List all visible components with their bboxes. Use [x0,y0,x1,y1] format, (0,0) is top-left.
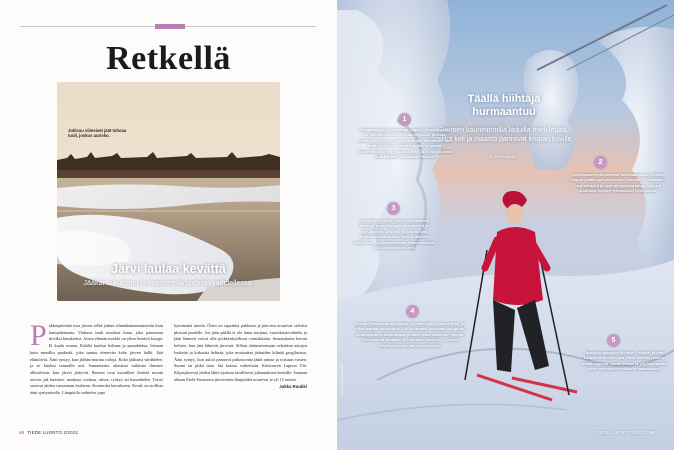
dropcap: P [30,319,47,352]
route-info-2: Kulkemaan myhekkeessä talvimaastossa Kiiltilan huippu ylittää hymysmellelle. Lumetta on riittävästi, isot vaihtelut ja ovat pohjoisella latuja. Vinkkiä suuntana myöten erinomaiset löytöpaikat. [570,172,666,194]
route-marker-5: 5 [607,334,620,347]
article-column-1-text: akkaspäivänä ison järven selkä jatkuu silmänkantamattomiin kuin lumipäärnaana. Viuhuva tuuli tasoittaa lunta, joka painautuu tiiviiksi kinokseksi. Ainoa elämän merkki on ylitse lentävä korppi. Ei kuulu muuta. Etäältä kuuluu kolinaa ja pamahtelua, hieman kuin metallin paukettä, joka tuntuu etenevän koko järven halki. Jäät elämöivät. Ääni syntyy, kun jäähän murtuu railoja. Koko jääkansi värähtelee, ja se kuuluu rannoille asti. Samantaista akustista tutkittua ilmenee allutalvisin, kun järvet jäätyvät. Ihmiset ovat kuvailleet ilmiötä monin tavoin: jää kumisee, maukuu, vonkuu, ulisee, ryskyy tai kumahtelee. Toiset sanovat jäiden suorastaan laulavan. Konserttia kerrakseen. Kevät on otollista ääni syntymiselle. Lämpötila vaihtelee jopa [30,323,164,396]
page-number: 58 [19,430,25,435]
page-number-right: 59 [649,430,655,435]
right-lede: Suomen kauneimmilla laduilla mieli lepää, vaikka keli ja maasto panisivat kropan koville. [432,127,574,143]
article-body [30,319,307,423]
right-title [454,93,554,118]
route-marker-4: 4 [406,305,419,318]
folio-right [596,430,655,435]
route-marker-2: 2 [594,156,607,169]
right-title-line1: Täällä hiihtäjä [467,93,541,105]
folio-left [19,430,78,435]
right-credit: Arja Kivipelto [489,155,517,160]
photo-caption: Jokisuu viimeiset jäät tuhoaa tuuli, joskus aurinko. [68,128,127,139]
route-marker-3: 3 [387,202,400,215]
route-info-1: Erämaalaia ylä Kuukaavan majalle. Kierttää polku on parhaimmillaan kevätauringossa, ja sitten kulkemisen kilvaa leikkaa ja tänää rhinskössa vain tunturia koloja, vaihto kahvita, helpotaa. Kilometrejä kertyy pitkiinnä noin 15, ja tuopuolella auki lempää Vuojaitolla Pessilla. [358,127,452,160]
route-info-3: Kuusitulteen reitti kuluu 25 kilometriä tunturia, kumputyppiä kuusimetsiä ja pölyttämöiä. Jos sää on kirkas, saa luttimennessa siteeta Halti, kultaisen maiseman. Loukamaisemien sulaa maalloin polku on käyttöön asti. [353,218,435,251]
route-info-4: Kiersä Pallastunturin ympäri on retkeilijöille selkeä reitti, ja sillen mattaa valkia värit. Ole suuruutta, selkeyttä huippuun, puuttumatta ja tottuttavaan polulla valita valkoinen joenpii. Järvenlekdä Jonjasen ja Lutusten rytokkiin... Joskus käytössä polun pahimmat kohtia. [354,321,466,348]
section-accent-bar [155,24,185,29]
author-signature: Jukka Ruukki [279,384,307,390]
article-column-1 [30,319,164,397]
route-info-5: Tänään kuutamolla hiihdon, Pallasin ja retki halki tuntureiden joka tehdä metsää näiden yhden lumesta. Aavan Pallas ja ylä Ruokopään siilat esteettiskin mutkalle Haarakahen. [580,350,668,372]
photo-subtitle: Jääkansi kutistuu ja laajenee lämpötilan vaihdellessa. [83,278,254,287]
photo-title: Järvi laulaa kevättä [111,262,226,276]
right-page [337,0,674,450]
page-headline: Retkellä [106,40,231,77]
right-title-line2: hurmaantuu [472,105,536,118]
route-marker-1: 1 [398,113,411,126]
magazine-name-right: TIEDE LUONTO 2/2022 [595,430,647,435]
photo-credit: Kuvat: Arja Kivipelto [340,364,344,395]
magazine-name: TIEDE LUONTO 2/2022 [27,430,79,435]
article-column-2-text: kymmeniä asteita. Öisin on rapsakka pakkasta ja päivisin nousevat selvästi plussan puolelle. Jos jään päällä ei ole lunta suojana, vuorokausivaihtelu ja jään lämmöt voivat olla poikkeuksellisen voimakkaita. Seurauksena kerran kolisee, kun jäät lähtevät järvestä. Silloin äänimaisemaan sekoittuu autojen lonkeita ja kirkastia helinää, joka muistuttaa jäätuiden kilinää grogilasissa. Ääni syntyy, kun auliot painavat pitkotuvatta jäätä rantaa ja toisiaan vasten. Suomi on pitkä maa. Jää katoaa vaiheittain. Käsivarren Lapissa Ylä-Kilpisjärvessä jäiden lähtö ajoittuu tavallisesti juhannuksen tienoille. Samaan aikaan Etelä-Suomessa järvivesien lämpötilat nousevat jo yli 15 asteen. [174,323,307,382]
article-column-2 [174,323,307,391]
